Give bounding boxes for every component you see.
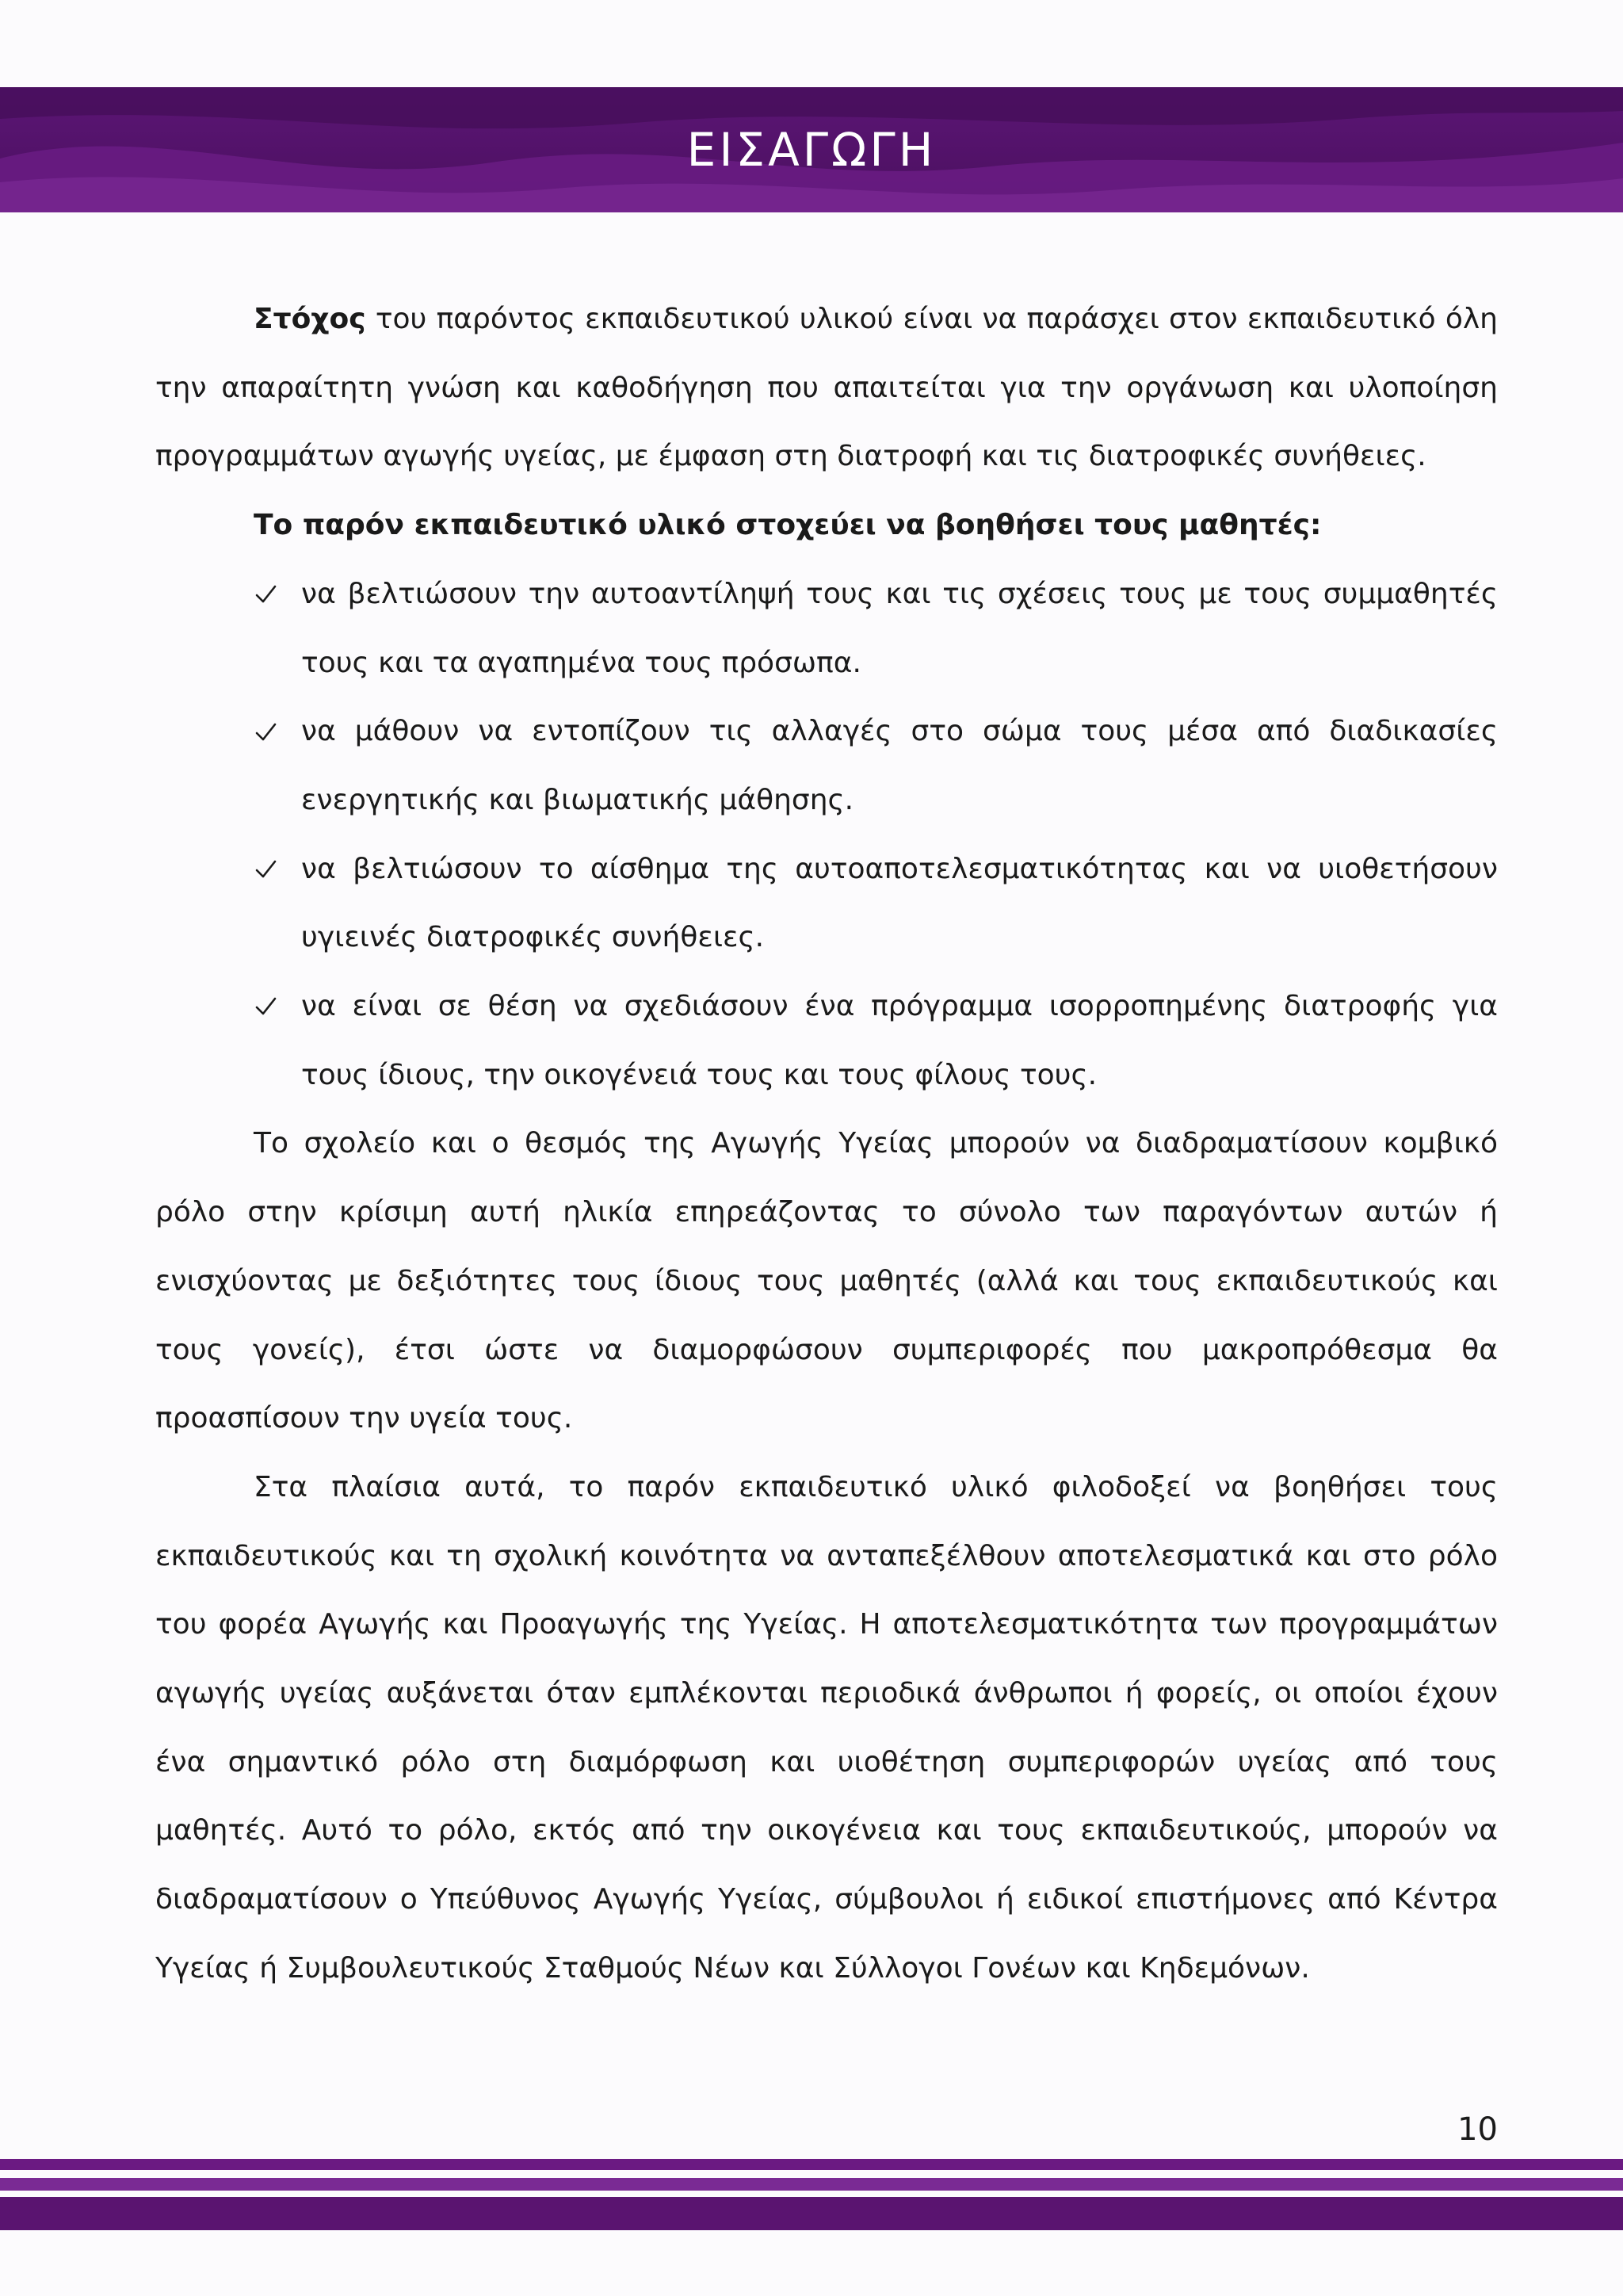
- goal-text: να βελτιώσουν το αίσθημα της αυτοαποτελεσματικότητας και να υιοθετήσουν υγιεινές διατροφικές συνήθειες.: [301, 852, 1498, 954]
- page-number: 10: [1457, 2111, 1498, 2148]
- list-item: [254, 972, 1498, 1110]
- goal-text: να είναι σε θέση να σχεδιάσουν ένα πρόγραμμα ισορροπημένης διατροφής για τους ίδιους, την οικογένειά τους και τους φίλους τους.: [301, 990, 1498, 1091]
- list-item: [254, 835, 1498, 972]
- goal-text: να μάθουν να εντοπίζουν τις αλλαγές στο σώμα τους μέσα από διαδικασίες ενεργητικής και βιωματικής μάθησης.: [301, 715, 1498, 816]
- intro-paragraph: [155, 285, 1498, 491]
- page-title: ΕΙΣΑΓΩΓΗ: [686, 123, 937, 177]
- checkmark-icon: [254, 835, 285, 904]
- footer-stripes: [0, 2159, 1623, 2230]
- checkmark-icon: [254, 972, 285, 1041]
- checkmark-icon: [254, 560, 285, 629]
- checkmark-icon: [254, 697, 285, 766]
- framework-paragraph: Στα πλαίσια αυτά, το παρόν εκπαιδευτικό υλικό φιλοδοξεί να βοηθήσει τους εκπαιδευτικούς και τη σχολική κοινότητα να ανταπεξέλθουν αποτελεσματικά και στο ρόλο του φορέα Αγωγής και Προαγωγής της Υγείας. Η αποτελεσματικότητα των προγραμμάτων αγωγής υγείας αυξάνεται όταν εμπλέκονται περιοδικά άνθρωποι ή φορείς, οι οποίοι έχουν ένα σημαντικό ρόλο στη διαμόρφωση και υιοθέτηση συμπεριφορών υγείας από τους μαθητές. Αυτό το ρόλο, εκτός από την οικογένεια και τους εκπαιδευτικούς, μπορούν να διαδραματίσουν ο Υπεύθυνος Αγωγής Υγείας, σύμβουλοι ή ειδικοί επιστήμονες από Κέντρα Υγείας ή Συμβουλευτικούς Σταθμούς Νέων και Σύλλογοι Γονέων και Κηδεμόνων.: [155, 1470, 1498, 1985]
- goal-text: να βελτιώσουν την αυτοαντίληψή τους και τις σχέσεις τους με τους συμμαθητές τους και τα αγαπημένα τους πρόσωπα.: [301, 577, 1498, 679]
- main-content: [155, 285, 1498, 2004]
- list-item: [254, 697, 1498, 835]
- footer-decoration: [0, 2159, 1623, 2230]
- intro-text: του παρόντος εκπαιδευτικού υλικού είναι να παράσχει στον εκπαιδευτικό όλη την απαραίτητη γνώση και καθοδήγηση που απαιτείται για την οργάνωση και υλοποίηση προγραμμάτων αγωγής υγείας, με έμφαση στη διατροφή και τις διατροφικές συνήθειες.: [155, 303, 1498, 473]
- header-banner: [0, 87, 1623, 212]
- list-item: [254, 560, 1498, 697]
- goals-list: [155, 560, 1498, 1110]
- school-role-paragraph: Το σχολείο και ο θεσμός της Αγωγής Υγείας μπορούν να διαδραματίσουν κομβικό ρόλο στην κρίσιμη αυτή ηλικία επηρεάζοντας το σύνολο των παραγόντων αυτών ή ενισχύοντας με δεξιότητες τους ίδιους τους μαθητές (αλλά και τους εκπαιδευτικούς και τους γονείς), έτσι ώστε να διαμορφώσουν συμπεριφορές που μακροπρόθεσμα θα προασπίσουν την υγεία τους.: [155, 1127, 1498, 1435]
- intro-lead-word: Στόχος: [254, 303, 366, 335]
- goals-heading: Το παρόν εκπαιδευτικό υλικό στοχεύει να βοηθήσει τους μαθητές:: [254, 509, 1322, 542]
